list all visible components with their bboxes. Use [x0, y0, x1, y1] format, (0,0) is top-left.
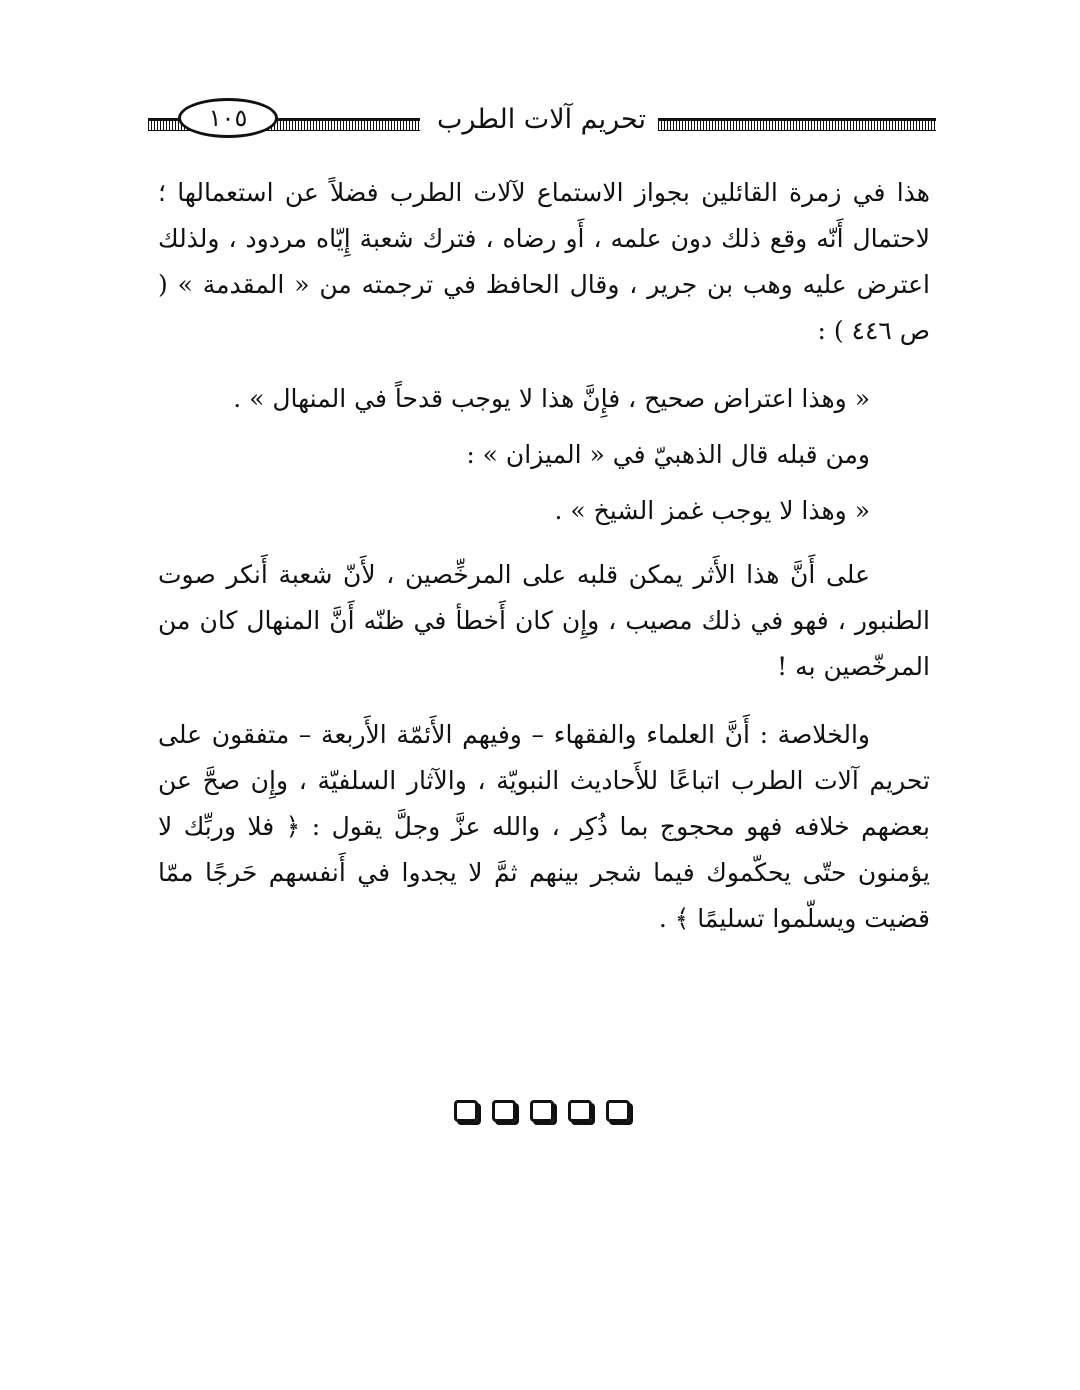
ornament-square-icon: [454, 1100, 478, 1122]
paragraph-1: هذا في زمرة القائلين بجواز الاستماع لآلات الطرب فضلاً عن استعمالها ؛ لاحتمال أَنّه وقع ذلك دون علمه ، أَو رضاه ، فترك شعبة إِيّاه مردود ، ولذلك اعترض عليه وهب بن جرير ، وقال الحافظ في ترجمته من « المقدمة » ( ص ٤٤٦ ) :: [158, 178, 930, 345]
quote-mizan: « وهذا لا يوجب غمز الشيخ » .: [554, 496, 870, 525]
header-rule-right: [658, 118, 936, 131]
paragraph-dhahabi-intro: ومن قبله قال الذهبيّ في « الميزان » :: [466, 440, 870, 469]
header-title: تحريم آلات الطرب: [437, 104, 646, 135]
ornament-square-icon: [606, 1100, 630, 1122]
paragraph-conclusion: والخلاصة : أَنَّ العلماء والفقهاء – وفيهم الأَئمّة الأَربعة – متفقون على تحريم آلات الطرب اتباعًا للأَحاديث النبويّة ، والآثار السلفيّة ، وإِن صحَّ عن بعضهم خلافه فهو محجوج بما ذُكِر ، والله عزَّ وجلَّ يقول : ﴿ فلا وربِّك لا يؤمنون حتّى يحكّموك فيما شجر بينهم ثمَّ لا يجدوا في أَنفسهم حَرجًا ممّا قضيت ويسلّموا تسليمًا ﴾ .: [158, 720, 930, 933]
page-number: ١٠٥: [178, 98, 278, 138]
ornament-square-icon: [530, 1100, 554, 1122]
ornament-square-icon: [568, 1100, 592, 1122]
ornament-square-icon: [492, 1100, 516, 1122]
section-end-ornament: [0, 1100, 1080, 1122]
quote-ibn-hajar: « وهذا اعتراض صحيح ، فإِنَّ هذا لا يوجب قدحاً في المنهال » .: [233, 384, 870, 413]
running-header: [148, 96, 936, 146]
paragraph-shuba: على أَنَّ هذا الأَثر يمكن قلبه على المرخِّصين ، لأَنّ شعبة أَنكر صوت الطنبور ، فهو في ذلك مصيب ، وإِن كان أَخطأ في ظنّه أَنَّ المنهال كان من المرخّصين به !: [158, 560, 930, 681]
page-body: [158, 170, 930, 942]
